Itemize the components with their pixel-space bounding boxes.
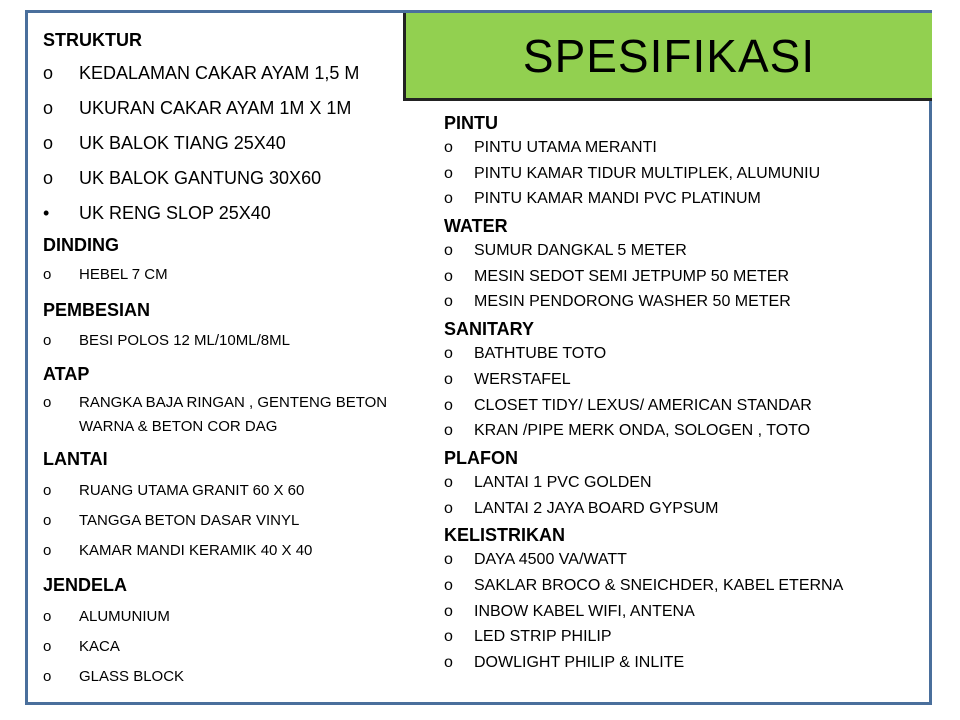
list-item-text: HEBEL 7 CM (79, 266, 168, 283)
bullet-marker: o (444, 139, 453, 156)
list-item (444, 368, 924, 394)
list-item-text: SAKLAR BROCO & SNEICHDER, KABEL ETERNA (474, 576, 844, 594)
list-item (444, 187, 924, 213)
list-item-text: UKURAN CAKAR AYAM 1M X 1M (79, 98, 352, 118)
bullet-marker: o (444, 396, 453, 414)
list-item-text: RUANG UTAMA GRANIT 60 X 60 (79, 482, 305, 499)
bullet-marker: o (43, 512, 52, 529)
list-item (43, 131, 403, 166)
list-item-text: UK RENG SLOP 25X40 (79, 203, 271, 223)
list-item-text: LED STRIP PHILIP (474, 628, 612, 646)
list-item (444, 419, 924, 445)
bullet-marker: o (43, 638, 52, 655)
list-item-text: MESIN SEDOT SEMI JETPUMP 50 METER (474, 267, 790, 285)
list-item (444, 548, 924, 574)
left-column (43, 27, 403, 695)
list-item-text: BATHTUBE TOTO (474, 345, 607, 363)
bullet-marker: o (444, 654, 453, 671)
list-item-text: CLOSET TIDY/ LEXUS/ AMERICAN STANDAR (474, 396, 812, 414)
list-item (444, 394, 924, 420)
list-item (444, 342, 924, 368)
slide-title: SPESIFIKASI (522, 29, 816, 82)
list-item (43, 391, 389, 447)
list-item (43, 61, 403, 96)
list-item-text: LANTAI 2 JAYA BOARD GYPSUM (474, 499, 719, 517)
list-item (444, 239, 924, 265)
bullet-marker: o (444, 551, 453, 569)
section-heading: PLAFON (444, 447, 518, 468)
bullet-marker: o (444, 473, 453, 491)
bullet-marker: o (444, 190, 453, 208)
section-heading: STRUKTUR (43, 30, 142, 50)
bullet-marker: o (444, 293, 453, 311)
bullet-marker: o (43, 394, 52, 411)
list-item-text: DOWLIGHT PHILIP & INLITE (474, 654, 685, 671)
section-heading: KELISTRIKAN (444, 525, 565, 546)
title-banner (403, 13, 932, 101)
bullet-marker: o (43, 482, 52, 499)
list-item-text: KEDALAMAN CAKAR AYAM 1,5 M (79, 63, 360, 83)
list-item-text: KAMAR MANDI KERAMIK 40 X 40 (79, 542, 313, 559)
list-item (43, 665, 403, 695)
list-item-text: KRAN /PIPE MERK ONDA, SOLOGEN , TOTO (474, 422, 811, 440)
list-item-text: GLASS BLOCK (79, 668, 185, 685)
list-item (43, 635, 403, 665)
list-item-text: ALUMUNIUM (79, 608, 170, 625)
list-item (43, 329, 403, 363)
bullet-marker: o (444, 345, 453, 363)
bullet-marker: o (444, 370, 453, 388)
bullet-marker: o (43, 542, 52, 559)
list-item (43, 605, 403, 635)
bullet-marker: o (444, 499, 453, 517)
bullet-marker: o (444, 576, 453, 594)
list-item (444, 471, 924, 497)
bullet-marker: o (444, 164, 453, 182)
section-heading: PINTU (444, 113, 498, 133)
bullet-marker: o (43, 133, 54, 153)
section-heading: WATER (444, 216, 508, 237)
list-item-text: UK BALOK TIANG 25X40 (79, 133, 286, 153)
bullet-marker: o (43, 608, 52, 625)
list-item-text: BESI POLOS 12 ML/10ML/8ML (79, 332, 290, 349)
list-item (43, 509, 403, 539)
bullet-marker: o (444, 267, 453, 285)
list-item-text: PINTU KAMAR TIDUR MULTIPLEK, ALUMUNIU (474, 164, 821, 182)
list-item (444, 625, 924, 651)
section-heading: DINDING (43, 235, 119, 255)
list-item-text: SUMUR DANGKAL 5 METER (474, 242, 687, 260)
bullet-marker: • (43, 203, 50, 223)
list-item (444, 574, 924, 600)
list-item-text: WERSTAFEL (474, 370, 571, 388)
list-item (43, 539, 403, 573)
list-item-text: MESIN PENDORONG WASHER 50 METER (474, 293, 791, 311)
bullet-marker: o (43, 266, 52, 283)
list-item-text: PINTU KAMAR MANDI PVC PLATINUM (474, 190, 761, 208)
list-item-text: LANTAI 1 PVC GOLDEN (474, 473, 652, 491)
right-column (444, 110, 924, 677)
list-item (444, 290, 924, 316)
section-heading: ATAP (43, 364, 90, 384)
list-item (444, 162, 924, 188)
bullet-marker: o (444, 628, 453, 646)
list-item (444, 497, 924, 523)
list-item (444, 136, 924, 162)
bullet-marker: o (43, 332, 52, 349)
list-item-text: INBOW KABEL WIFI, ANTENA (474, 602, 695, 620)
list-item (444, 651, 924, 677)
list-item (43, 166, 403, 201)
section-heading: SANITARY (444, 319, 534, 340)
section-heading: LANTAI (43, 449, 108, 469)
list-item-text: DAYA 4500 VA/WATT (474, 551, 627, 569)
bullet-marker: o (43, 98, 54, 118)
list-item-text: TANGGA BETON DASAR VINYL (79, 512, 300, 529)
section-heading: PEMBESIAN (43, 300, 151, 320)
list-item (43, 479, 403, 509)
list-item (444, 600, 924, 626)
list-item (43, 201, 403, 233)
bullet-marker: o (43, 168, 54, 188)
bullet-marker: o (43, 668, 52, 685)
list-item (43, 96, 403, 131)
list-item-text: RANGKA BAJA RINGAN , GENTENG BETON WARNA & BETON COR DAG (79, 394, 388, 435)
list-item-text: PINTU UTAMA MERANTI (474, 139, 657, 156)
list-item-text: KACA (79, 638, 120, 655)
list-item (43, 263, 403, 299)
list-item (444, 265, 924, 291)
section-heading: JENDELA (43, 575, 128, 595)
bullet-marker: o (444, 242, 453, 260)
list-item-text: UK BALOK GANTUNG 30X60 (79, 168, 322, 188)
bullet-marker: o (444, 422, 453, 440)
bullet-marker: o (444, 602, 453, 620)
bullet-marker: o (43, 63, 54, 83)
